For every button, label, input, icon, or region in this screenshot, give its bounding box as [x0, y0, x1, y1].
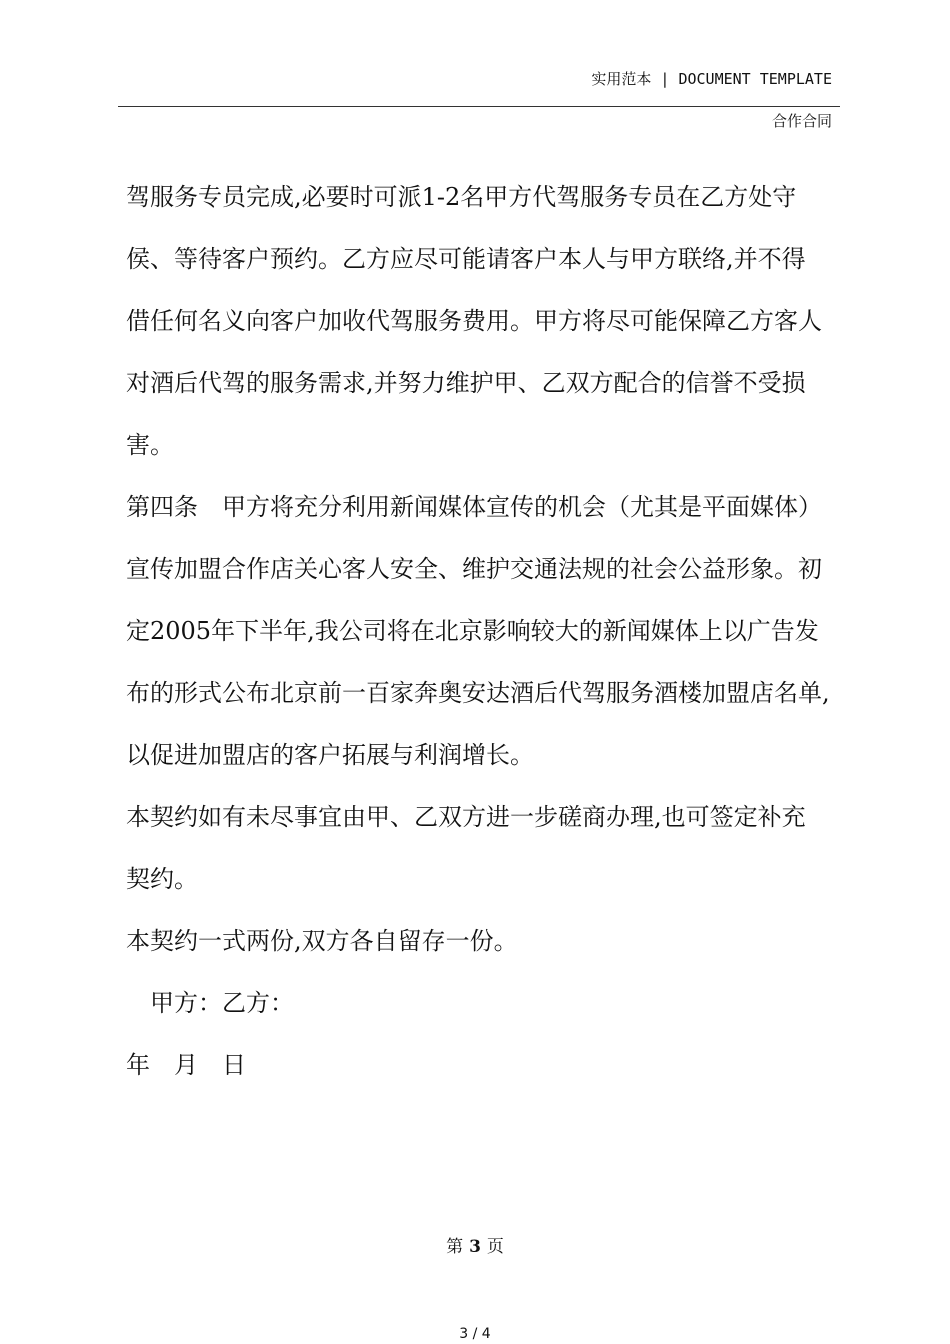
- body-line: 布的形式公布北京前一百家奔奥安达酒后代驾服务酒楼加盟店名单,: [126, 679, 830, 707]
- body-line: 定2005年下半年,我公司将在北京影响较大的新闻媒体上以广告发: [126, 617, 819, 645]
- date-line: 年 月 日: [126, 1051, 246, 1079]
- body-line: 害。: [126, 431, 174, 459]
- body-line: 借任何名义向客户加收代驾服务费用。甲方将尽可能保障乙方客人: [126, 307, 822, 335]
- document-body: [126, 166, 836, 1096]
- page-suffix: 页: [486, 1237, 504, 1257]
- body-line: 宣传加盟合作店关心客人安全、维护交通法规的社会公益形象。初: [126, 555, 822, 583]
- body-line: 契约。: [126, 865, 198, 893]
- body-line: 侯、等待客户预约。乙方应尽可能请客户本人与甲方联络,并不得: [126, 245, 806, 273]
- header-subtitle: 合作合同: [771, 112, 832, 130]
- page-prefix: 第: [446, 1237, 464, 1257]
- header-divider: [118, 106, 840, 107]
- body-line: 对酒后代驾的服务需求,并努力维护甲、乙双方配合的信誉不受损: [126, 369, 806, 397]
- signature-line: 甲方：乙方：: [150, 989, 294, 1017]
- page-number-label: [0, 1232, 950, 1257]
- header-title: 实用范本 | DOCUMENT TEMPLATE: [591, 70, 832, 88]
- body-line: 本契约一式两份,双方各自留存一份。: [126, 927, 518, 955]
- page-number: 3: [469, 1237, 481, 1257]
- page-counter: 3 / 4: [459, 1326, 491, 1342]
- body-line: 本契约如有未尽事宜由甲、乙双方进一步磋商办理,也可签定补充: [126, 803, 806, 831]
- body-line: 以促进加盟店的客户拓展与利润增长。: [126, 741, 534, 769]
- body-line: 驾服务专员完成,必要时可派1-2名甲方代驾服务专员在乙方处守: [126, 183, 797, 211]
- body-line: 第四条 甲方将充分利用新闻媒体宣传的机会（尤其是平面媒体）: [126, 493, 822, 521]
